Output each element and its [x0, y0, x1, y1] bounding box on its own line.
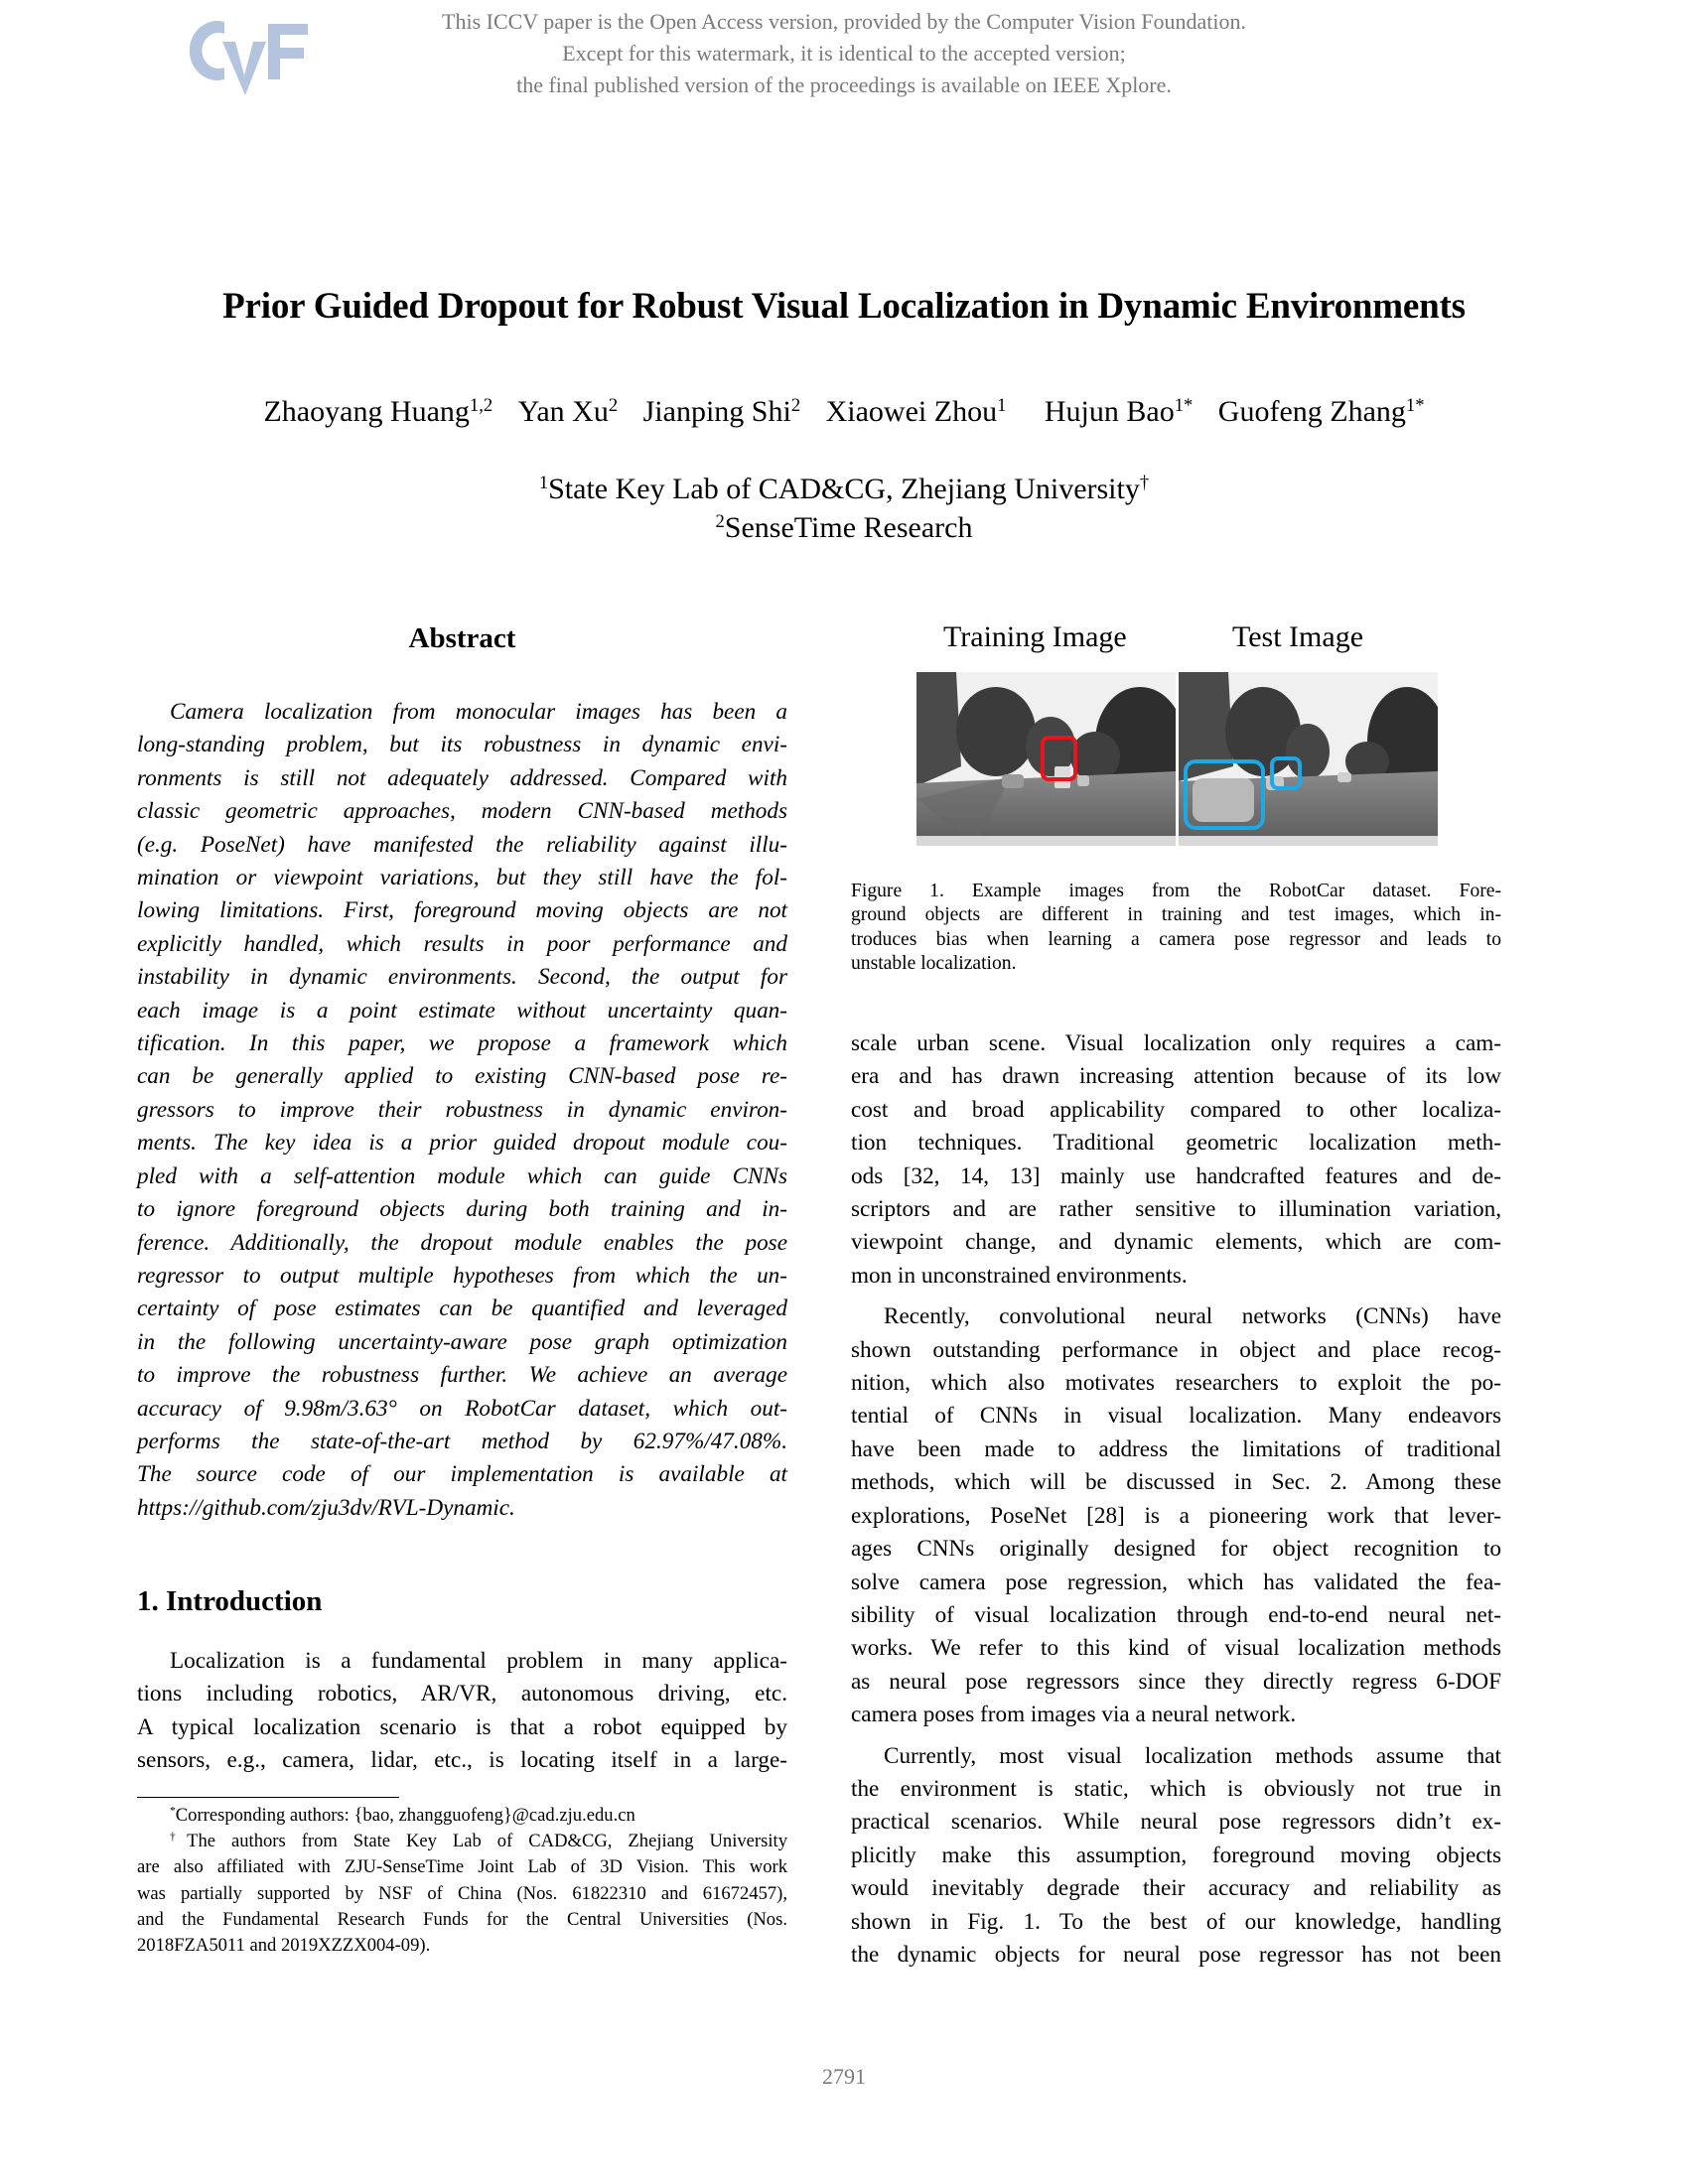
intro-line: Recently, convolutional neural networks (CNNs) have: [884, 1303, 1501, 1330]
abstract-line: The source code of our implementation is available at: [137, 1461, 787, 1488]
training-image: [916, 672, 1176, 846]
watermark-line: Except for this watermark, it is identical to the accepted version;: [562, 41, 1126, 66]
footnote-line: †The authors from State Key Lab of CAD&CG, Zhejiang University: [170, 1831, 787, 1852]
paper-title: Prior Guided Dropout for Robust Visual Localization in Dynamic Environments: [222, 286, 1466, 327]
abstract-line: ments. The key idea is a prior guided dropout module cou-: [137, 1130, 787, 1157]
author: Zhaoyang Huang$^{1,2}$: [263, 394, 493, 428]
intro-line: plicitly make this assumption, foreground moving objects: [851, 1842, 1501, 1868]
intro-line: the dynamic objects for neural pose regressor has not been: [851, 1941, 1501, 1968]
intro-line: works. We refer to this kind of visual localization methods: [851, 1635, 1501, 1662]
abstract-line: (e.g. PoseNet) have manifested the reliability against illu-: [137, 831, 787, 858]
caption-line: Figure 1. Example images from the RobotCar dataset. Fore-: [851, 881, 1501, 901]
intro-line: camera poses from images via a neural network.: [851, 1702, 1297, 1728]
intro-line: tion techniques. Traditional geometric localization meth-: [851, 1130, 1501, 1157]
intro-line: the environment is static, which is obviously not true in: [851, 1775, 1501, 1802]
abstract-line: explicitly handled, which results in poor performance and: [137, 930, 787, 957]
intro-line: ods [32, 14, 13] mainly use handcrafted features and de-: [851, 1162, 1501, 1189]
abstract-line: to improve the robustness further. We achieve an average: [137, 1362, 787, 1389]
intro-line: scale urban scene. Visual localization only requires a cam-: [851, 1030, 1501, 1056]
abstract-line: instability in dynamic environments. Second, the output for: [137, 964, 787, 991]
abstract-line: mination or viewpoint variations, but they still have the fol-: [137, 865, 787, 891]
abstract-line: https://github.com/zju3dv/RVL-Dynamic.: [137, 1494, 515, 1521]
footnote-corresponding: *Corresponding authors: {bao, zhangguofeng}@cad.zju.edu.cn: [170, 1805, 635, 1826]
abstract-line: to ignore foreground objects during both training and in-: [137, 1196, 787, 1223]
author: Yan Xu$^2$: [517, 394, 619, 428]
intro-line: era and has drawn increasing attention because of its low: [851, 1063, 1501, 1090]
footnote-line: are also affiliated with ZJU-SenseTime Joint Lab of 3D Vision. This work: [137, 1856, 787, 1878]
abstract-heading: Abstract: [408, 622, 516, 654]
figure-label-training: Training Image: [943, 620, 1127, 653]
intro-right-body: [851, 1027, 1501, 1972]
abstract-line: each image is a point estimate without uncertainty quan-: [137, 997, 787, 1024]
abstract-line: ronments is still not adequately addressed. Compared with: [137, 764, 787, 791]
intro-line: mon in unconstrained environments.: [851, 1262, 1188, 1289]
page-number: 2791: [822, 2064, 866, 2089]
abstract-line: accuracy of 9.98m/3.63° on RobotCar dataset, which out-: [137, 1395, 787, 1422]
intro-paragraph: [851, 1740, 1501, 1973]
intro-line: practical scenarios. While neural pose regressors didn’t ex-: [851, 1809, 1501, 1836]
intro-line: have been made to address the limitations of traditional: [851, 1435, 1501, 1462]
abstract-line: performs the state-of-the-art method by 62.97%/47.08%.: [137, 1428, 787, 1454]
footnote-line: 2018FZA5011 and 2019XZZX004-09).: [137, 1935, 431, 1957]
intro-left-body: [137, 1645, 787, 1778]
author: Xiaowei Zhou$^1$: [825, 394, 1007, 428]
intro-paragraph: [851, 1300, 1501, 1731]
abstract-line: in the following uncertainty-aware pose graph optimization: [137, 1328, 787, 1355]
intro-line: scriptors and are rather sensitive to illumination variation,: [851, 1196, 1501, 1223]
intro-line: nition, which also motivates researchers to exploit the po-: [851, 1370, 1501, 1397]
footnote-line: and the Fundamental Research Funds for the Central Universities (Nos.: [137, 1908, 787, 1930]
intro-line: tential of CNNs in visual localization. Many endeavors: [851, 1403, 1501, 1430]
abstract-line: lowing limitations. First, foreground moving objects are not: [137, 897, 787, 924]
abstract-line: regressor to output multiple hypotheses from which the un-: [137, 1262, 787, 1289]
author: Guofeng Zhang$^{1*}$: [1217, 394, 1425, 428]
intro-line: sensors, e.g., camera, lidar, etc., is locating itself in a large-: [137, 1747, 787, 1774]
abstract-line: pled with a self-attention module which can guide CNNs: [137, 1162, 787, 1189]
test-image: [1179, 672, 1438, 846]
author: Jianping Shi$^2$: [642, 394, 801, 428]
abstract-line: tification. In this paper, we propose a framework which: [137, 1030, 787, 1057]
caption-line: ground objects are different in training and test images, which in-: [851, 904, 1501, 926]
abstract-line: Camera localization from monocular images has been a: [170, 699, 787, 725]
caption-line: unstable localization.: [851, 953, 1017, 975]
intro-line: Currently, most visual localization methods assume that: [884, 1742, 1501, 1769]
abstract-line: ference. Additionally, the dropout module enables the pose: [137, 1229, 787, 1256]
abstract-body: [137, 696, 787, 1525]
abstract-line: long-standing problem, but its robustness in dynamic envi-: [137, 732, 787, 758]
intro-line: explorations, PoseNet [28] is a pioneering work that lever-: [851, 1502, 1501, 1529]
intro-line: would inevitably degrade their accuracy and reliability as: [851, 1875, 1501, 1902]
intro-line: as neural pose regressors since they directly regress 6-DOF: [851, 1668, 1501, 1695]
author: Hujun Bao$^{1*}$: [1044, 394, 1194, 428]
intro-line: viewpoint change, and dynamic elements, which are com-: [851, 1229, 1501, 1256]
footnote-line: was partially supported by NSF of China (Nos. 61822310 and 61672457),: [137, 1882, 787, 1904]
abstract-line: gressors to improve their robustness in dynamic environ-: [137, 1096, 787, 1123]
introduction-heading: 1. Introduction: [137, 1585, 323, 1617]
watermark-line: This ICCV paper is the Open Access version, provided by the Computer Vision Foundation.: [442, 9, 1246, 34]
intro-paragraph: [851, 1027, 1501, 1293]
intro-line: shown in Fig. 1. To the best of our knowledge, handling: [851, 1908, 1501, 1935]
affiliation: $^1$State Key Lab of CAD&CG, Zhejiang University†: [538, 472, 1150, 505]
caption-line: troduces bias when learning a camera pose regressor and leads to: [851, 928, 1501, 950]
intro-line: methods, which will be discussed in Sec. 2. Among these: [851, 1469, 1501, 1496]
abstract-line: can be generally applied to existing CNN-based pose re-: [137, 1063, 787, 1090]
intro-line: cost and broad applicability compared to other localiza-: [851, 1096, 1501, 1123]
intro-line: sibility of visual localization through end-to-end neural net-: [851, 1601, 1501, 1628]
watermark-line: the final published version of the proceedings is available on IEEE Xplore.: [516, 72, 1172, 97]
dagger-mark: †: [170, 1831, 188, 1843]
intro-line: Localization is a fundamental problem in many applica-: [170, 1648, 787, 1674]
footnote-affiliation: [137, 1829, 787, 1959]
intro-line: tions including robotics, AR/VR, autonomous driving, etc.: [137, 1681, 787, 1707]
abstract-line: certainty of pose estimates can be quantified and leveraged: [137, 1296, 787, 1322]
author-list: [0, 395, 1688, 429]
affiliation: $^2$SenseTime Research: [715, 510, 973, 544]
intro-line: shown outstanding performance in object and place recog-: [851, 1336, 1501, 1363]
abstract-line: classic geometric approaches, modern CNN-based methods: [137, 798, 787, 825]
intro-line: ages CNNs originally designed for object recognition to: [851, 1536, 1501, 1563]
figure-label-test: Test Image: [1232, 620, 1364, 653]
footnote-rule: [137, 1797, 399, 1798]
intro-line: solve camera pose regression, which has validated the fea-: [851, 1569, 1501, 1595]
footnotes: [137, 1803, 787, 1959]
figure-caption: [851, 880, 1501, 977]
intro-line: A typical localization scenario is that a robot equipped by: [137, 1713, 787, 1740]
